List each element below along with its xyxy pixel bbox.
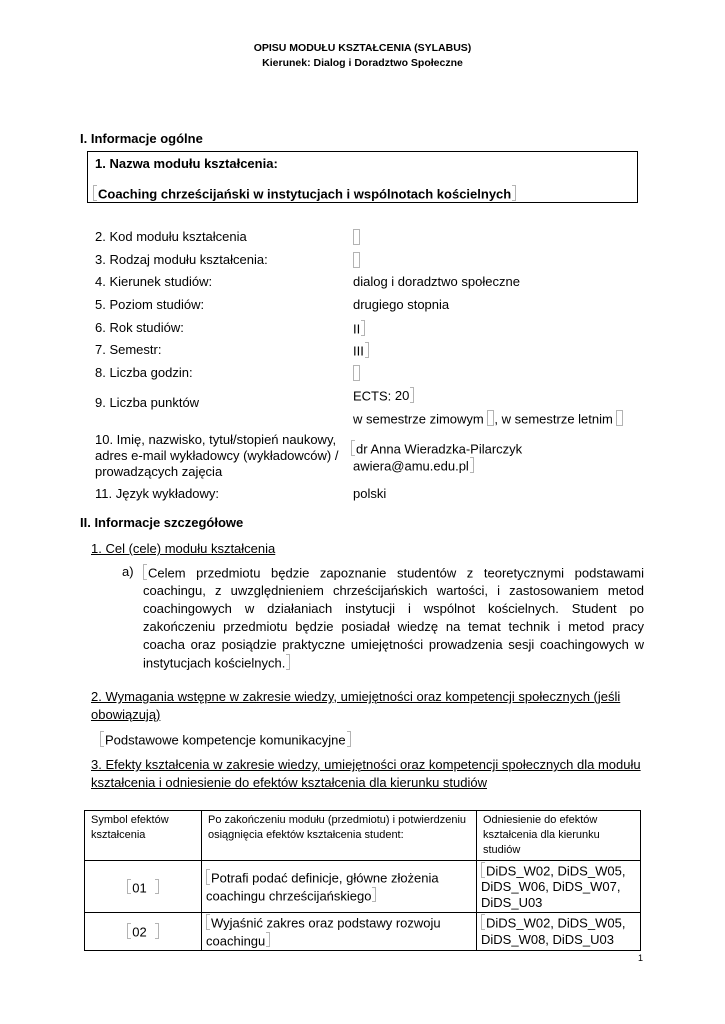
semester-value: III: [353, 343, 364, 359]
points-label: 9. Liczba punktów: [95, 395, 200, 410]
section-general-heading: I. Informacje ogólne: [80, 131, 203, 146]
lecturer-label: 10. Imię, nazwisko, tytuł/stopień naukowy, adres e-mail wykładowcy (wykładowców) / prowadzących zajęcia: [95, 432, 339, 479]
lecturer-email[interactable]: awiera@amu.edu.pl: [353, 458, 469, 474]
goal-field[interactable]: [143, 564, 644, 673]
outcome-description-cell[interactable]: [202, 913, 477, 951]
outcome-description-cell[interactable]: [202, 861, 477, 913]
ects-value: 20: [394, 388, 410, 404]
hours-label: 8. Liczba godzin:: [95, 365, 193, 380]
outcome-reference: DiDS_W02, DiDS_W05, DiDS_W06, DiDS_W07, DiDS_U03: [481, 863, 626, 911]
study-level-value: drugiego stopnia: [353, 297, 450, 312]
winter-semester-label: w semestrze zimowym: [353, 411, 484, 427]
module-code-field[interactable]: [353, 229, 360, 246]
ects-line: [353, 387, 414, 403]
goal-heading: 1. Cel (cele) modułu kształcenia: [91, 541, 276, 556]
page-number: 1: [638, 953, 644, 963]
requirements-field[interactable]: [100, 731, 351, 747]
outcome-symbol-cell[interactable]: [85, 861, 202, 913]
outcome-symbol-cell[interactable]: [85, 913, 202, 951]
hours-field[interactable]: [353, 365, 360, 382]
language-value: polski: [353, 486, 387, 501]
table-row: [85, 861, 641, 913]
semester-distribution: [353, 410, 623, 427]
learning-outcomes-table: [84, 810, 641, 951]
language-label: 11. Język wykładowy:: [95, 486, 220, 501]
requirements-value: Podstawowe kompetencje komunikacyjne: [105, 732, 346, 748]
summer-semester-label: , w semestrze letnim: [494, 411, 613, 427]
study-year-value: II: [353, 321, 361, 337]
module-code-label: 2. Kod modułu kształcenia: [95, 229, 247, 244]
summer-semester-field[interactable]: [616, 410, 623, 426]
document-title: OPISU MODUŁU KSZTAŁCENIA (SYLABUS): [253, 42, 472, 54]
outcome-symbol: 02: [132, 924, 147, 940]
section-detailed-heading: II. Informacje szczegółowe: [80, 515, 244, 530]
document-subtitle: Kierunek: Dialog i Doradztwo Społeczne: [262, 57, 463, 69]
module-type-field[interactable]: [353, 252, 360, 269]
field-of-study-label: 4. Kierunek studiów:: [95, 274, 213, 289]
table-header-row: [85, 811, 641, 861]
table-header-outcome: Po zakończeniu modułu (przedmiotu) i potwierdzeniu osiągnięcia efektów kształcenia student:: [202, 811, 477, 861]
table-row: [85, 913, 641, 951]
study-year-field[interactable]: [353, 320, 365, 336]
ects-label: ECTS:: [353, 388, 392, 404]
lecturer-name: dr Anna Wieradzka-Pilarczyk: [356, 441, 523, 457]
outcome-symbol: 01: [132, 879, 147, 895]
outcome-description: Potrafi podać definicje, główne złożenia coachingu chrześcijańskiego: [206, 870, 439, 903]
semester-label: 7. Semestr:: [95, 342, 162, 357]
module-name-label: 1. Nazwa modułu kształcenia:: [95, 156, 278, 171]
goal-list-marker: a): [122, 564, 134, 579]
module-name-field[interactable]: [93, 185, 516, 201]
table-header-reference: Odniesienie do efektów kształcenia dla kierunku studiów: [477, 811, 641, 861]
effects-heading: 3. Efekty kształcenia w zakresie wiedzy, umiejętności oraz kompetencji społecznych dla modułu kształcenia i odniesienie do efektów kształcenia dla kierunku studiów: [91, 757, 641, 790]
ects-field[interactable]: [395, 388, 414, 403]
goal-text: Celem przedmiotu będzie zapoznanie studentów z teoretycznymi podstawami coachingu, z uwzględnieniem chrześcijańskich wartości, i zastosowaniem metod coachingowych w działaniach instytucji i wspólnot kościelnych. Student po zakończeniu przedmiotu będzie posiadał wiedzę na temat technik i metod pracy coacha oraz posiądzie praktyczne umiejętności prowadzenia sesji coachingowych w instytucjach kościelnych.: [143, 565, 644, 671]
field-of-study-value: dialog i doradztwo społeczne: [353, 274, 520, 289]
lecturer-field[interactable]: [351, 440, 522, 475]
table-header-symbol: Symbol efektów kształcenia: [85, 811, 202, 861]
study-year-label: 6. Rok studiów:: [95, 320, 184, 335]
module-name-box: [87, 151, 638, 203]
semester-field[interactable]: [353, 342, 369, 358]
requirements-heading: 2. Wymagania wstępne w zakresie wiedzy, umiejętności oraz kompetencji społecznych (jeśli obowiązują): [91, 689, 621, 722]
outcome-description: Wyjaśnić zakres oraz podstawy rozwoju coachingu: [206, 915, 441, 948]
outcome-reference-cell[interactable]: [477, 913, 641, 951]
outcome-reference-cell[interactable]: [477, 861, 641, 913]
study-level-label: 5. Poziom studiów:: [95, 297, 205, 312]
outcome-reference: DiDS_W02, DiDS_W05, DiDS_W08, DiDS_U03: [481, 915, 626, 947]
module-name-value: Coaching chrześcijański w instytucjach i wspólnotach kościelnych: [98, 186, 512, 202]
module-type-label: 3. Rodzaj modułu kształcenia:: [95, 252, 268, 267]
